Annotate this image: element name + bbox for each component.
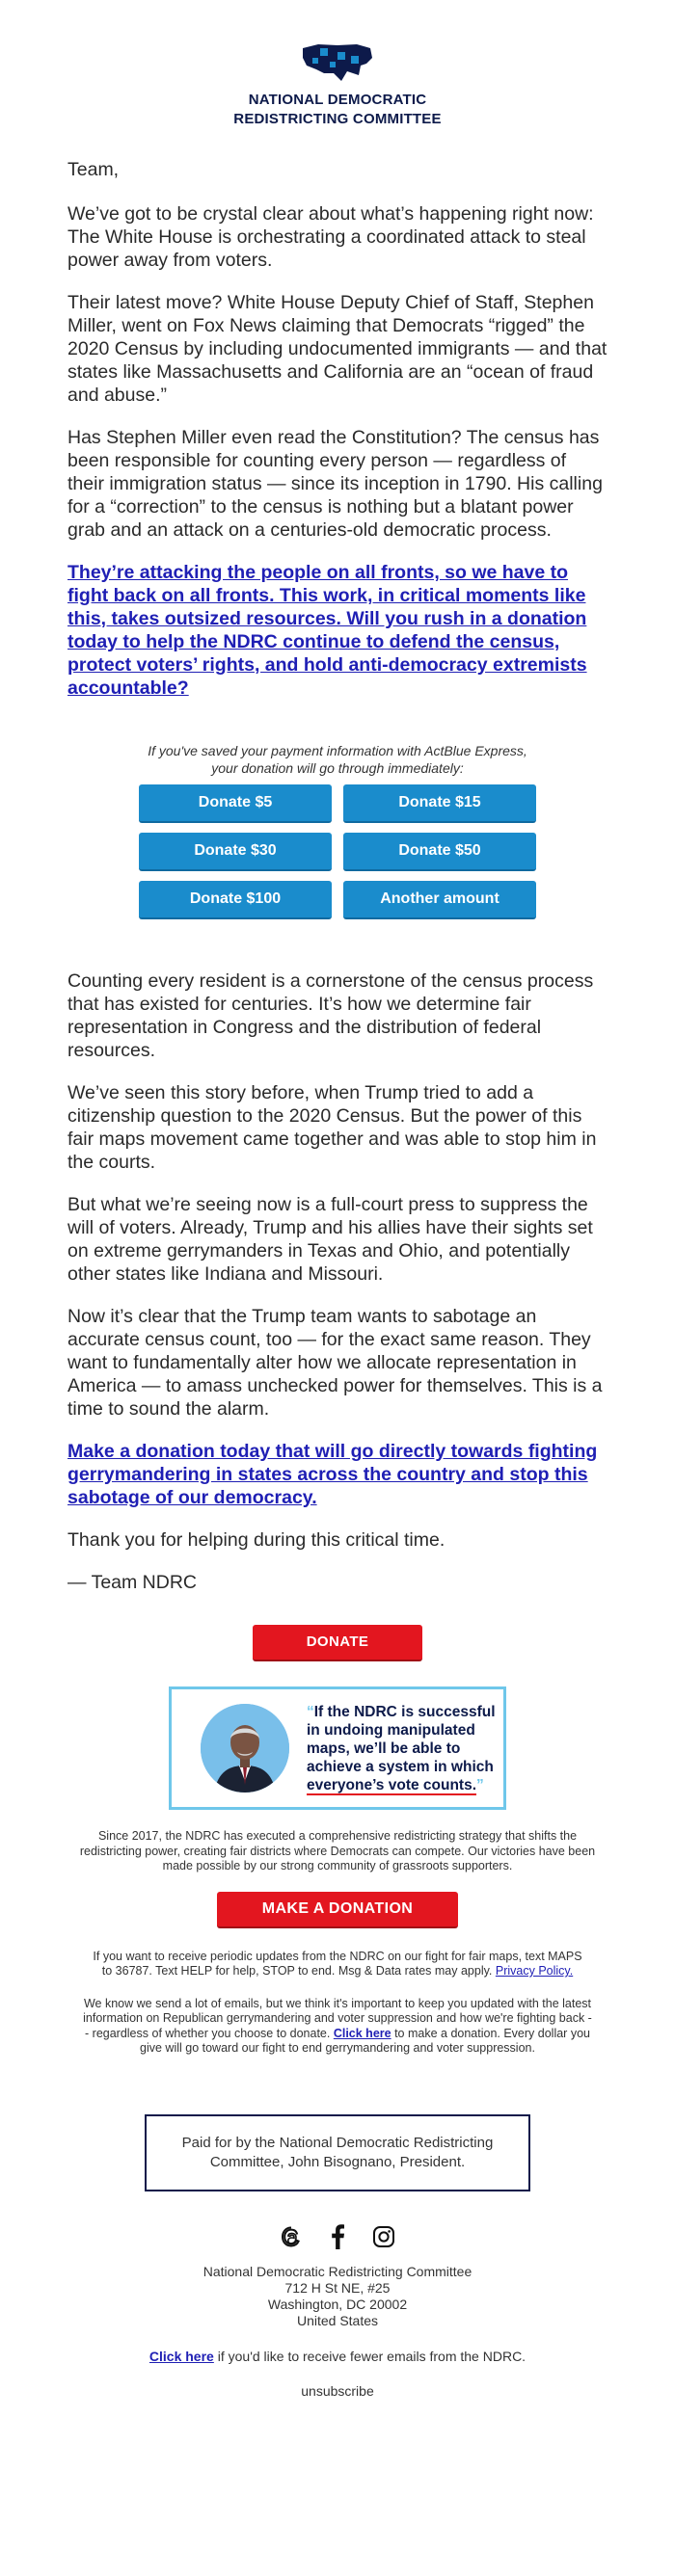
us-map-logo-icon — [299, 39, 376, 87]
we-know-text: We know we send a lot of emails, but we think it's important to keep you updated with the latest information on Republican gerrymandering and voter suppression and how we're fighting back -- regardless of whether you choose to donate. — [83, 1996, 592, 2040]
mailing-address — [0, 2264, 675, 2329]
paid-for-box — [145, 2114, 530, 2191]
threads-icon[interactable] — [280, 2225, 303, 2253]
facebook-icon[interactable] — [330, 2224, 345, 2254]
paragraph: Has Stephen Miller even read the Constitution? The census has been responsible for counting every person — regardless of their immigration status — since its inception in 1790. His calling for a “correction” to the census is nothing but a blatant power grab and an attack on a centuries-old democratic process. — [68, 427, 603, 541]
address-line: Washington, DC 20002 — [267, 2296, 408, 2312]
address-line: 712 H St NE, #25 — [284, 2279, 391, 2296]
paragraph: Their latest move? White House Deputy Chief of Staff, Stephen Miller, went on Fox News claiming that Democrats “rigged” the 2020 Census by including undocumented immigrants — and that states like Massachusetts and California are an “ocean of fraud and abuse.” — [68, 292, 608, 406]
social-links — [0, 2224, 675, 2254]
instagram-icon[interactable] — [372, 2225, 395, 2253]
person-portrait-icon — [201, 1704, 289, 1793]
we-know-tail: to make a donation. Every dollar you give will go toward our fight to end gerrymandering and voter suppression. — [140, 2026, 590, 2055]
header — [0, 0, 675, 129]
greeting: Team, — [68, 159, 120, 180]
paragraph: But what we’re seeing now is a full-court press to suppress the will of voters. Already, Trump and his allies have their sights set on extreme gerrymanders in Texas and Ohio, and potentially other states like Indiana and Missouri. — [68, 1194, 593, 1285]
email-body — [0, 158, 675, 1594]
fewer-emails-link[interactable]: Click here — [148, 2348, 214, 2364]
donation-cta-link-2[interactable]: Make a donation today that will go directly towards fighting gerrymandering in states across the country and stop this sabotage of our democracy. — [68, 1441, 598, 1508]
quote-emphasis: everyone’s vote counts. — [307, 1776, 477, 1793]
donate-50-button[interactable]: Donate $50 — [343, 833, 536, 871]
paragraph: Now it’s clear that the Trump team wants to sabotage an accurate census count, too — for the exact same reason. They want to fundamentally alter how we allocate representation in America — to amass unchecked power for themselves. This is a time to sound the alarm. — [68, 1306, 603, 1420]
since-2017-text: Since 2017, the NDRC has executed a comprehensive redistricting strategy that shifts the redistricting power, creating fair districts where Democrats can compete. Our victories have been made possible by our strong community of grassroots supporters. — [79, 1829, 596, 1872]
portrait-avatar — [201, 1704, 289, 1793]
actblue-note: If you've saved your payment information with ActBlue Express, your donation will go through immediately: — [148, 743, 527, 776]
donate-100-button[interactable]: Donate $100 — [139, 881, 332, 919]
actblue-donation-section — [68, 742, 608, 919]
donate-15-button[interactable]: Donate $15 — [343, 784, 536, 823]
org-name — [0, 91, 675, 129]
org-name-line-1: NATIONAL DEMOCRATIC — [248, 92, 427, 108]
address-line: National Democratic Redistricting Committee — [202, 2263, 472, 2279]
unsubscribe-link[interactable]: unsubscribe — [301, 2382, 374, 2399]
fewer-emails-line — [0, 2349, 675, 2364]
donate-button-wrap — [0, 1621, 675, 1661]
paragraph: We’ve got to be crystal clear about what’s happening right now: The White House is orchestrating a coordinated attack to steal power away from voters. — [68, 203, 594, 271]
org-name-line-2: REDISTRICTING COMMITTEE — [233, 111, 442, 127]
make-donation-wrap — [0, 1874, 675, 1928]
quote-box — [169, 1686, 506, 1810]
close-quote-mark: ” — [476, 1776, 484, 1793]
donate-button-grid — [139, 784, 536, 919]
thanks-line: Thank you for helping during this critical time. — [68, 1529, 446, 1551]
quote-text — [307, 1703, 500, 1794]
donate-button[interactable]: DONATE — [253, 1625, 422, 1661]
sms-disclaimer — [87, 1950, 588, 1979]
paragraph: Counting every resident is a cornerstone of the census process that has existed for centuries. It’s how we determine fair representation in Congress and the distribution of federal resources. — [68, 970, 594, 1061]
another-amount-button[interactable]: Another amount — [343, 881, 536, 919]
donate-30-button[interactable]: Donate $30 — [139, 833, 332, 871]
click-here-donate-link[interactable]: Click here — [333, 2026, 392, 2040]
body-continued — [68, 969, 608, 1594]
fewer-emails-text: if you'd like to receive fewer emails from the NDRC. — [217, 2348, 526, 2364]
signature: — Team NDRC — [68, 1572, 197, 1593]
address-line: United States — [296, 2312, 379, 2328]
quote-body: If the NDRC is successful in undoing manipulated maps, we’ll be able to achieve a system in which — [307, 1703, 496, 1775]
donation-cta-link[interactable]: They’re attacking the people on all fronts, so we have to fight back on all fronts. This work, in critical moments like this, takes outsized resources. Will you rush in a donation today to help the NDRC continue to defend the census, protect voters’ rights, and hold anti-democracy extremists accountable? — [68, 562, 587, 699]
sms-text: If you want to receive periodic updates from the NDRC on our fight for fair maps, text MAPS to 36787. Text HELP for help, STOP to end. Msg & Data rates may apply. — [93, 1949, 582, 1978]
paragraph: We’ve seen this story before, when Trump tried to add a citizenship question to the 2020 Census. But the power of this fair maps movement came together and was able to stop him in the courts. — [68, 1082, 597, 1173]
open-quote-mark: “ — [307, 1703, 314, 1720]
email-frequency-note — [82, 1997, 593, 2057]
privacy-policy-link[interactable]: Privacy Policy. — [495, 1964, 574, 1978]
donate-5-button[interactable]: Donate $5 — [139, 784, 332, 823]
paid-for-text: Paid for by the National Democratic Redistricting Committee, John Bisognano, President. — [181, 2134, 494, 2170]
make-donation-button[interactable]: MAKE A DONATION — [217, 1892, 458, 1928]
